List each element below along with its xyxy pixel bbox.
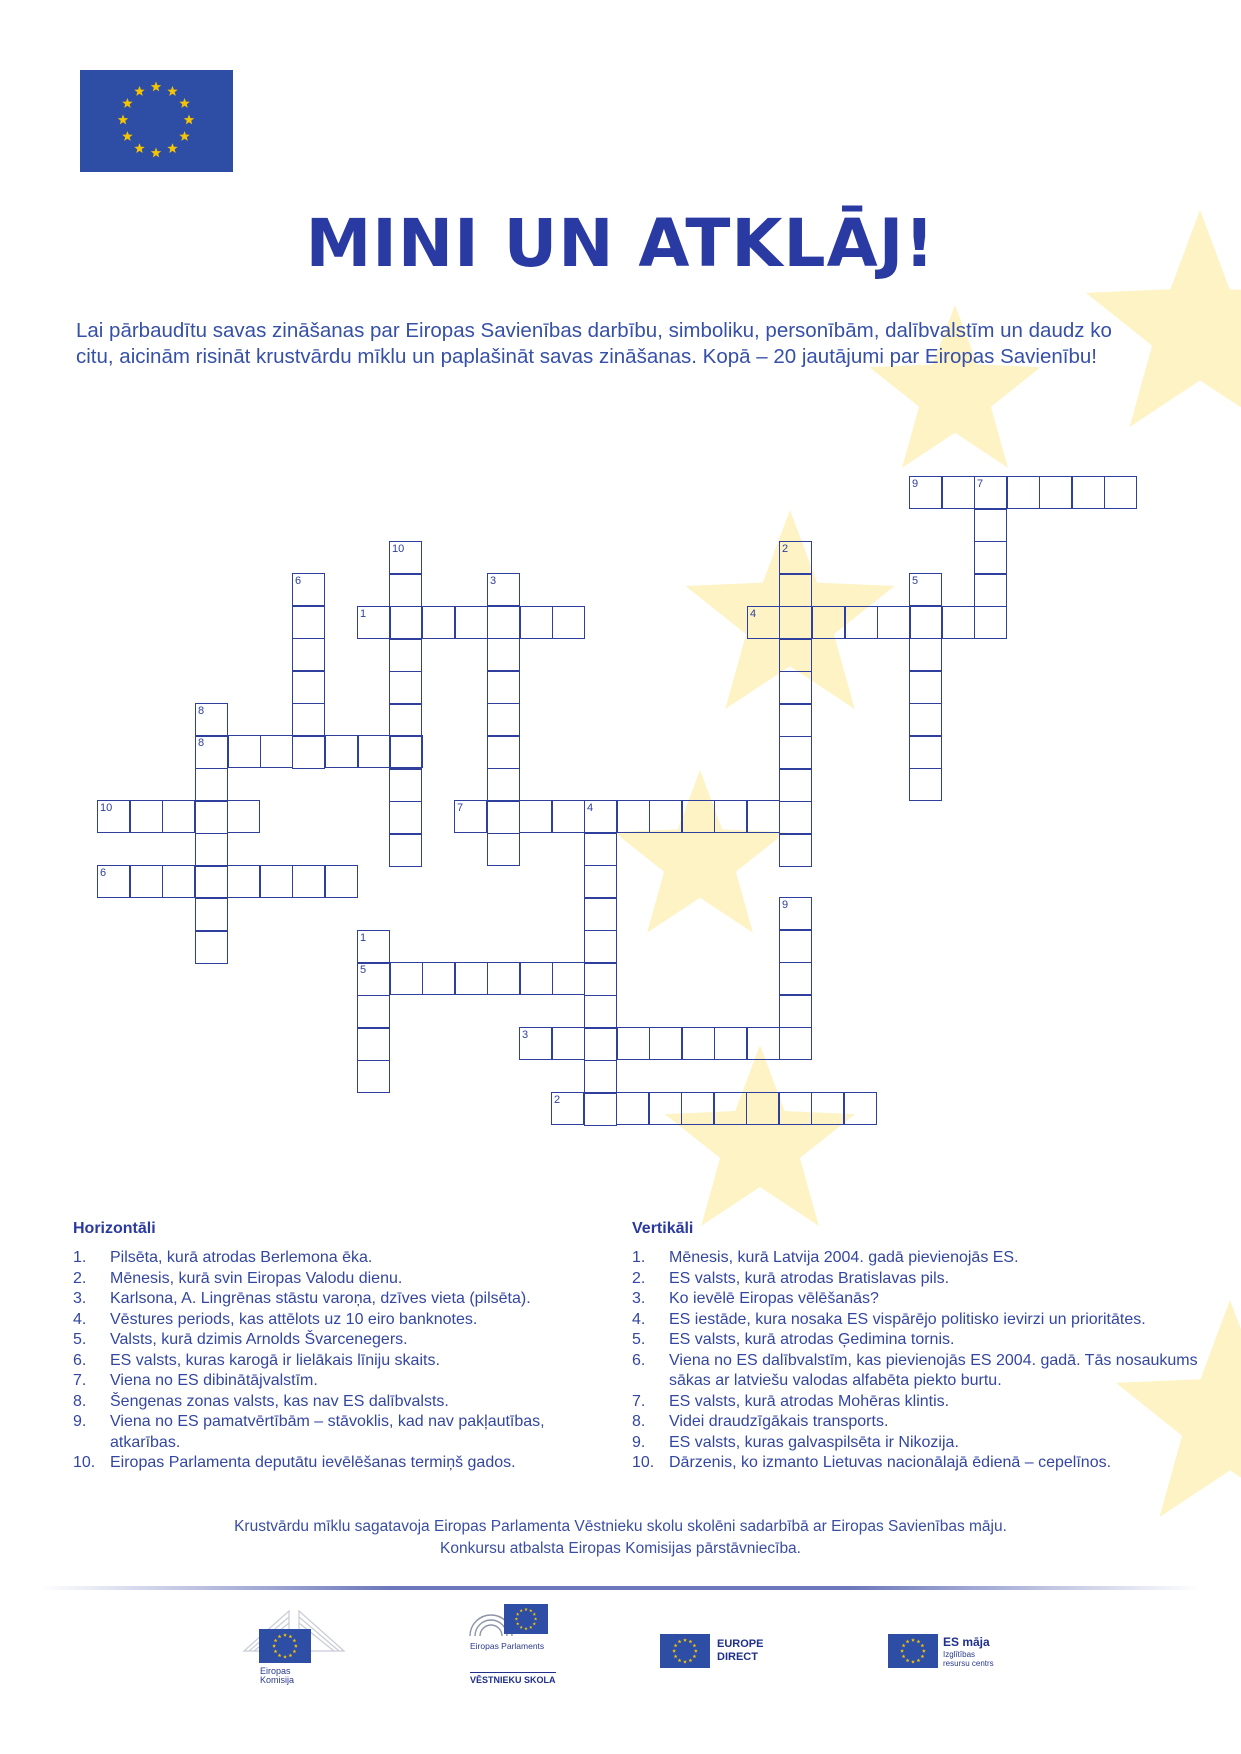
crossword-cell[interactable] bbox=[1072, 476, 1105, 509]
crossword-cell[interactable] bbox=[357, 1028, 390, 1061]
crossword-cell[interactable] bbox=[845, 606, 878, 639]
crossword-clue-number: 7 bbox=[977, 478, 984, 490]
crossword-clue-number: 6 bbox=[100, 867, 107, 879]
crossword-clue-number: 10 bbox=[100, 802, 113, 814]
parliament-flag-icon bbox=[504, 1604, 548, 1634]
crossword-cell[interactable] bbox=[747, 1027, 780, 1060]
crossword-cell[interactable] bbox=[422, 606, 455, 639]
crossword-cell[interactable] bbox=[389, 769, 422, 802]
crossword-cell[interactable] bbox=[292, 865, 325, 898]
crossword-cell[interactable] bbox=[649, 1092, 682, 1125]
crossword-cell[interactable] bbox=[779, 1092, 812, 1125]
clue-number: 6. bbox=[632, 1351, 646, 1369]
crossword-cell[interactable] bbox=[746, 1092, 779, 1125]
vertical-clue bbox=[632, 1453, 1212, 1474]
crossword-cell[interactable] bbox=[1007, 476, 1040, 509]
crossword-cell[interactable] bbox=[649, 800, 682, 833]
vertical-clue bbox=[632, 1412, 1212, 1433]
flag-star-shape bbox=[902, 1654, 906, 1658]
crossword-cell[interactable] bbox=[747, 800, 780, 833]
europe-direct-line2: DIRECT bbox=[717, 1651, 758, 1663]
clue-text: Mēnesis, kurā svin Eiropas Valodu dienu. bbox=[110, 1269, 403, 1287]
mini-stars-icon bbox=[259, 1629, 311, 1663]
crossword-cell[interactable] bbox=[974, 574, 1007, 607]
flag-star-shape bbox=[520, 1609, 523, 1612]
crossword-cell[interactable] bbox=[162, 865, 195, 898]
crossword-cell[interactable] bbox=[584, 1028, 617, 1061]
crossword-cell[interactable] bbox=[260, 865, 293, 898]
commission-logo-line2: Komisija bbox=[260, 1675, 295, 1685]
crossword-clue-number: 1 bbox=[360, 932, 367, 944]
horizontal-clue bbox=[73, 1289, 613, 1310]
vertical-clue bbox=[632, 1392, 1212, 1413]
crossword-cell[interactable] bbox=[390, 735, 423, 768]
horizontal-clue bbox=[73, 1269, 613, 1290]
crossword-cell[interactable] bbox=[714, 1092, 747, 1125]
crossword-cell[interactable] bbox=[390, 606, 423, 639]
parliament-logo-name: Eiropas Parlaments bbox=[470, 1641, 545, 1651]
horizontal-clue bbox=[73, 1392, 613, 1413]
crossword-cell[interactable] bbox=[779, 639, 812, 672]
flag-star-shape bbox=[917, 1640, 921, 1644]
crossword-clue-number: 9 bbox=[912, 478, 919, 490]
crossword-cell[interactable] bbox=[779, 574, 812, 607]
crossword-cell[interactable] bbox=[584, 1093, 617, 1126]
clue-number: 2. bbox=[632, 1269, 646, 1287]
crossword-clue-number: 2 bbox=[782, 543, 789, 555]
flag-star-shape bbox=[278, 1635, 282, 1639]
crossword-cell[interactable] bbox=[227, 865, 260, 898]
crossword-cell[interactable] bbox=[487, 768, 520, 801]
horizontal-heading: Horizontāli bbox=[73, 1220, 156, 1237]
flag-star-shape bbox=[515, 1617, 518, 1620]
crossword-cell[interactable] bbox=[195, 833, 228, 866]
horizontal-clue bbox=[73, 1371, 613, 1392]
crossword-clue-number: 5 bbox=[360, 964, 367, 976]
crossword-cell[interactable] bbox=[974, 509, 1007, 542]
intro-text: Lai pārbaudītu savas zināšanas par Eiropas Savienības darbību, simboliku, personībām, dalībvalstīm un daudz ko citu, aicinām risināt krustvārdu mīklu un paplašināt savas zināšanas. Kopā – 20 jautājumi par Eiropas Savienību! bbox=[76, 319, 1112, 368]
crossword-cell[interactable] bbox=[779, 769, 812, 802]
clue-text: Valsts, kurā dzimis Arnolds Švarcenegers. bbox=[110, 1331, 408, 1348]
crossword-clue-number: 6 bbox=[295, 575, 302, 587]
crossword-cell[interactable] bbox=[228, 735, 261, 768]
horizontal-clue bbox=[73, 1412, 613, 1453]
clue-number: 3. bbox=[73, 1290, 87, 1307]
crossword-cell[interactable] bbox=[292, 671, 325, 704]
crossword-cell[interactable] bbox=[487, 606, 520, 639]
flag-star-shape bbox=[283, 1655, 287, 1659]
flag-star-shape bbox=[524, 1627, 527, 1630]
flag-star-shape bbox=[678, 1658, 682, 1662]
horizontal-clues bbox=[73, 1220, 613, 1474]
crossword-cell[interactable] bbox=[357, 1060, 390, 1093]
horizontal-clue-list bbox=[73, 1248, 613, 1474]
clue-text: Viena no ES pamatvērtībām – stāvoklis, kad nav pakļautības, atkarības. bbox=[110, 1413, 545, 1451]
clue-text: Eiropas Parlamenta deputātu ievēlēšanas termiņš gados. bbox=[110, 1454, 516, 1471]
clue-text: Pilsēta, kurā atrodas Berlemona ēka. bbox=[110, 1249, 373, 1266]
flag-star-shape bbox=[529, 1609, 532, 1612]
crossword-cell[interactable] bbox=[779, 704, 812, 737]
flag-star-shape bbox=[693, 1644, 697, 1648]
crossword-clue-number: 10 bbox=[392, 543, 405, 555]
crossword-cell[interactable] bbox=[877, 606, 910, 639]
flag-star-shape bbox=[922, 1649, 926, 1653]
crossword-cell[interactable] bbox=[325, 865, 358, 898]
vertical-clue-list bbox=[632, 1248, 1212, 1474]
horizontal-clue bbox=[73, 1330, 613, 1351]
crossword-cell[interactable] bbox=[779, 801, 812, 834]
vertical-heading: Vertikāli bbox=[632, 1220, 694, 1237]
flag-star-shape bbox=[683, 1660, 687, 1664]
es-maja-logo bbox=[888, 1634, 1018, 1670]
clue-number: 8. bbox=[73, 1392, 87, 1410]
crossword-cell[interactable] bbox=[1039, 476, 1072, 509]
crossword-clue-number: 1 bbox=[360, 608, 367, 620]
flag-star-shape bbox=[911, 1638, 915, 1642]
clue-text: ES valsts, kuras galvaspilsēta ir Nikozija. bbox=[669, 1433, 959, 1451]
crossword-cell[interactable] bbox=[260, 735, 293, 768]
clue-text: ES valsts, kurā atrodas Bratislavas pils. bbox=[669, 1269, 950, 1287]
crossword-cell[interactable] bbox=[584, 865, 617, 898]
flag-star-shape bbox=[906, 1658, 910, 1662]
crossword-cell[interactable] bbox=[390, 962, 423, 995]
crossword-cell[interactable] bbox=[910, 606, 943, 639]
crossword-cell[interactable] bbox=[811, 1092, 844, 1125]
clue-number: 2. bbox=[73, 1269, 87, 1287]
crossword-cell[interactable] bbox=[909, 671, 942, 704]
crossword-cell[interactable] bbox=[195, 865, 228, 898]
flag-star-shape bbox=[900, 1649, 904, 1653]
footer-credits bbox=[0, 1516, 1241, 1560]
es-maja-line2: resursu centrs bbox=[943, 1659, 994, 1668]
crossword-cell[interactable] bbox=[195, 768, 228, 801]
flag-star-shape bbox=[293, 1649, 297, 1653]
crossword-cell[interactable] bbox=[584, 995, 617, 1028]
flag-star-shape bbox=[533, 1622, 536, 1625]
flag-star-shape bbox=[533, 1612, 536, 1615]
es-maja-flag-icon bbox=[888, 1634, 938, 1668]
clue-number: 7. bbox=[73, 1372, 87, 1389]
flag-star-shape bbox=[274, 1639, 278, 1643]
crossword-cell[interactable] bbox=[520, 606, 553, 639]
crossword-cell[interactable] bbox=[195, 801, 228, 834]
flag-star-shape bbox=[917, 1658, 921, 1662]
clue-number: 6. bbox=[73, 1351, 87, 1369]
crossword-cell[interactable] bbox=[616, 1092, 649, 1125]
clue-text: ES valsts, kurā atrodas Mohēras klintis. bbox=[669, 1392, 950, 1410]
clue-number: 10. bbox=[73, 1454, 96, 1471]
flag-star-shape bbox=[906, 1640, 910, 1644]
flag-star-shape bbox=[289, 1653, 293, 1657]
clue-number: 5. bbox=[632, 1331, 646, 1348]
vertical-clue bbox=[632, 1248, 1212, 1269]
clue-text: ES iestāde, kura nosaka ES vispārējo politisko ievirzi un prioritātes. bbox=[669, 1310, 1146, 1328]
crossword-clue-number: 7 bbox=[457, 802, 464, 814]
crossword-cell[interactable] bbox=[195, 898, 228, 931]
crossword-clue-number: 8 bbox=[198, 737, 205, 749]
crossword-cell[interactable] bbox=[487, 833, 520, 866]
crossword-cell[interactable] bbox=[455, 606, 488, 639]
mini-stars-icon bbox=[888, 1634, 938, 1668]
flag-star-shape bbox=[902, 1644, 906, 1648]
flag-star-shape bbox=[293, 1639, 297, 1643]
flag-star-shape bbox=[689, 1658, 693, 1662]
crossword-cell[interactable] bbox=[162, 800, 195, 833]
crossword-clue-number: 5 bbox=[912, 575, 919, 587]
crossword-cell[interactable] bbox=[909, 736, 942, 769]
crossword-cell[interactable] bbox=[779, 606, 812, 639]
clue-text: Viena no ES dibinātājvalstīm. bbox=[110, 1372, 318, 1389]
vertical-clue bbox=[632, 1351, 1212, 1392]
crossword-cell[interactable] bbox=[487, 638, 520, 671]
vertical-clue bbox=[632, 1269, 1212, 1290]
europe-direct-logo bbox=[660, 1634, 780, 1670]
crossword-cell[interactable] bbox=[358, 735, 391, 768]
crossword-cell[interactable] bbox=[974, 541, 1007, 574]
flag-star-shape bbox=[683, 1638, 687, 1642]
mini-stars-icon bbox=[660, 1634, 710, 1668]
flag-star-shape bbox=[529, 1626, 532, 1629]
crossword-cell[interactable] bbox=[942, 606, 975, 639]
flag-star-shape bbox=[921, 1654, 925, 1658]
flag-star-shape bbox=[674, 1644, 678, 1648]
es-maja-line1: Izglītības bbox=[943, 1650, 976, 1659]
crossword-cell[interactable] bbox=[779, 736, 812, 769]
crossword-cell[interactable] bbox=[779, 995, 812, 1028]
flag-star-shape bbox=[534, 1617, 537, 1620]
crossword-cell[interactable] bbox=[974, 606, 1007, 639]
parliament-logo-sub: VĒSTNIEKU SKOLA bbox=[470, 1672, 556, 1685]
crossword-cell[interactable] bbox=[520, 962, 553, 995]
clue-text: Karlsona, A. Lingrēnas stāstu varoņa, dzīves vieta (pilsēta). bbox=[110, 1290, 531, 1307]
es-maja-name: ES māja bbox=[943, 1635, 990, 1649]
crossword-cell[interactable] bbox=[325, 735, 358, 768]
clue-text: Viena no ES dalībvalstīm, kas pievienojās ES 2004. gadā. Tās nosaukums sākas ar latviešu valodas alfabēta piekto burtu. bbox=[669, 1351, 1198, 1389]
flag-star-shape bbox=[693, 1654, 697, 1658]
crossword-cell[interactable] bbox=[682, 800, 715, 833]
crossword-cell[interactable] bbox=[779, 834, 812, 867]
clue-text: Mēnesis, kurā Latvija 2004. gadā pievienojās ES. bbox=[669, 1249, 1019, 1266]
clue-text: Vēstures periods, kas attēlots uz 10 eiro banknotes. bbox=[110, 1310, 478, 1328]
flag-star-shape bbox=[524, 1608, 527, 1611]
crossword-cell[interactable] bbox=[584, 930, 617, 963]
footer-divider bbox=[40, 1586, 1200, 1590]
crossword-cell[interactable] bbox=[487, 703, 520, 736]
crossword-cell[interactable] bbox=[812, 606, 845, 639]
horizontal-clue bbox=[73, 1351, 613, 1372]
crossword-cell[interactable] bbox=[779, 1027, 812, 1060]
europe-direct-flag-icon bbox=[660, 1634, 710, 1668]
crossword-cell[interactable] bbox=[682, 1027, 715, 1060]
clue-number: 4. bbox=[632, 1310, 646, 1328]
crossword-cell[interactable] bbox=[844, 1092, 877, 1125]
clue-number: 3. bbox=[632, 1290, 646, 1307]
vertical-clue bbox=[632, 1289, 1212, 1310]
flag-star-shape bbox=[289, 1635, 293, 1639]
clue-text: Ko ievēlē Eiropas vēlēšanās? bbox=[669, 1290, 879, 1307]
clue-number: 9. bbox=[73, 1413, 87, 1430]
horizontal-clue bbox=[73, 1453, 613, 1474]
mini-stars-icon bbox=[504, 1604, 548, 1634]
footer-line-1: Krustvārdu mīklu sagatavoja Eiropas Parlamenta Vēstnieku skolu skolēni sadarbībā ar Eiropas Savienības māju. bbox=[234, 1518, 1007, 1535]
clue-text: Videi draudzīgākais transports. bbox=[669, 1413, 889, 1430]
clue-text: ES valsts, kurā atrodas Ģedimina tornis. bbox=[669, 1331, 955, 1348]
crossword-cell[interactable] bbox=[292, 736, 325, 769]
commission-logo-line1: Eiropas bbox=[260, 1666, 291, 1676]
crossword-cell[interactable] bbox=[779, 962, 812, 995]
flag-star-shape bbox=[283, 1633, 287, 1637]
crossword-cell[interactable] bbox=[779, 671, 812, 704]
crossword-cell[interactable] bbox=[130, 865, 163, 898]
crossword-cell[interactable] bbox=[292, 606, 325, 639]
crossword-cell[interactable] bbox=[584, 1060, 617, 1093]
crossword-cell[interactable] bbox=[389, 704, 422, 737]
commission-flag-icon bbox=[259, 1629, 311, 1663]
crossword-cell[interactable] bbox=[130, 800, 163, 833]
crossword-cell[interactable] bbox=[195, 931, 228, 964]
flag-star-shape bbox=[689, 1640, 693, 1644]
crossword-cell[interactable] bbox=[942, 476, 975, 509]
crossword-cell[interactable] bbox=[422, 962, 455, 995]
crossword-clue-number: 8 bbox=[198, 705, 205, 717]
crossword-clue-number: 3 bbox=[522, 1029, 529, 1041]
crossword-cell[interactable] bbox=[389, 801, 422, 834]
crossword-cell[interactable] bbox=[584, 898, 617, 931]
clue-number: 10. bbox=[632, 1454, 655, 1471]
crossword-cell[interactable] bbox=[552, 800, 585, 833]
horizontal-clue bbox=[73, 1310, 613, 1331]
vertical-clue bbox=[632, 1433, 1212, 1454]
crossword-clue-number: 4 bbox=[750, 608, 757, 620]
crossword-cell[interactable] bbox=[357, 995, 390, 1028]
crossword-clue-number: 3 bbox=[490, 575, 497, 587]
clue-number: 9. bbox=[632, 1433, 646, 1451]
flag-star-shape bbox=[672, 1649, 676, 1653]
vertical-clue bbox=[632, 1310, 1212, 1331]
flag-star-shape bbox=[678, 1640, 682, 1644]
crossword-cell[interactable] bbox=[487, 801, 520, 834]
flag-star-shape bbox=[921, 1644, 925, 1648]
clue-number: 1. bbox=[73, 1249, 87, 1266]
clue-number: 5. bbox=[73, 1331, 87, 1348]
crossword-cell[interactable] bbox=[487, 736, 520, 769]
crossword-cell[interactable] bbox=[487, 671, 520, 704]
crossword-cell[interactable] bbox=[227, 800, 260, 833]
european-commission-logo bbox=[234, 1603, 354, 1685]
clue-number: 4. bbox=[73, 1310, 87, 1328]
crossword-cell[interactable] bbox=[487, 962, 520, 995]
flag-star-shape bbox=[520, 1626, 523, 1629]
flag-star-shape bbox=[278, 1653, 282, 1657]
clue-text: Dārzenis, ko izmanto Lietuvas nacionālajā ēdienā – cepelīnos. bbox=[669, 1454, 1112, 1471]
clue-number: 1. bbox=[632, 1249, 646, 1266]
crossword-cell[interactable] bbox=[584, 963, 617, 996]
crossword-cell[interactable] bbox=[584, 833, 617, 866]
flag-star-shape bbox=[516, 1612, 519, 1615]
crossword-cell[interactable] bbox=[779, 930, 812, 963]
crossword-cell[interactable] bbox=[389, 639, 422, 672]
page-title: MINI UN ATKLĀJ! bbox=[305, 205, 936, 282]
horizontal-clue bbox=[73, 1248, 613, 1269]
footer-line-2: Konkursu atbalsta Eiropas Komisijas pārstāvniecība. bbox=[440, 1540, 801, 1557]
flag-star-shape bbox=[274, 1649, 278, 1653]
vertical-clues bbox=[632, 1220, 1212, 1474]
crossword-cell[interactable] bbox=[909, 638, 942, 671]
crossword-cell[interactable] bbox=[389, 671, 422, 704]
crossword-cell[interactable] bbox=[714, 1027, 747, 1060]
crossword-cell[interactable] bbox=[552, 606, 585, 639]
european-parliament-logo bbox=[466, 1600, 596, 1688]
flag-star-shape bbox=[294, 1644, 298, 1648]
clue-number: 8. bbox=[632, 1413, 646, 1430]
crossword-cell[interactable] bbox=[617, 800, 650, 833]
crossword-cell[interactable] bbox=[519, 800, 552, 833]
flag-star-shape bbox=[272, 1644, 276, 1648]
crossword-cell[interactable] bbox=[1104, 476, 1137, 509]
crossword-cell[interactable] bbox=[292, 638, 325, 671]
crossword-cell[interactable] bbox=[552, 1027, 585, 1060]
europe-direct-line1: EUROPE bbox=[717, 1638, 764, 1650]
crossword-cell[interactable] bbox=[909, 768, 942, 801]
crossword-cell[interactable] bbox=[455, 962, 488, 995]
flag-star-shape bbox=[674, 1654, 678, 1658]
vertical-clue bbox=[632, 1330, 1212, 1351]
crossword-clue-number: 9 bbox=[782, 899, 789, 911]
flag-star-shape bbox=[694, 1649, 698, 1653]
flag-star-shape bbox=[516, 1622, 519, 1625]
crossword-cell[interactable] bbox=[681, 1092, 714, 1125]
flag-star-shape bbox=[911, 1660, 915, 1664]
crossword-cell[interactable] bbox=[292, 703, 325, 736]
crossword-clue-number: 4 bbox=[587, 802, 594, 814]
crossword-cell[interactable] bbox=[389, 574, 422, 607]
crossword-cell[interactable] bbox=[649, 1027, 682, 1060]
crossword-cell[interactable] bbox=[389, 834, 422, 867]
clue-text: Šengenas zonas valsts, kas nav ES dalībvalsts. bbox=[110, 1392, 449, 1410]
crossword-clue-number: 2 bbox=[554, 1094, 561, 1106]
crossword-cell[interactable] bbox=[714, 800, 747, 833]
crossword-cell[interactable] bbox=[909, 703, 942, 736]
clue-number: 7. bbox=[632, 1392, 646, 1410]
crossword-cell[interactable] bbox=[617, 1027, 650, 1060]
crossword-cell[interactable] bbox=[552, 962, 585, 995]
clue-text: ES valsts, kuras karogā ir lielākais līniju skaits. bbox=[110, 1351, 440, 1369]
